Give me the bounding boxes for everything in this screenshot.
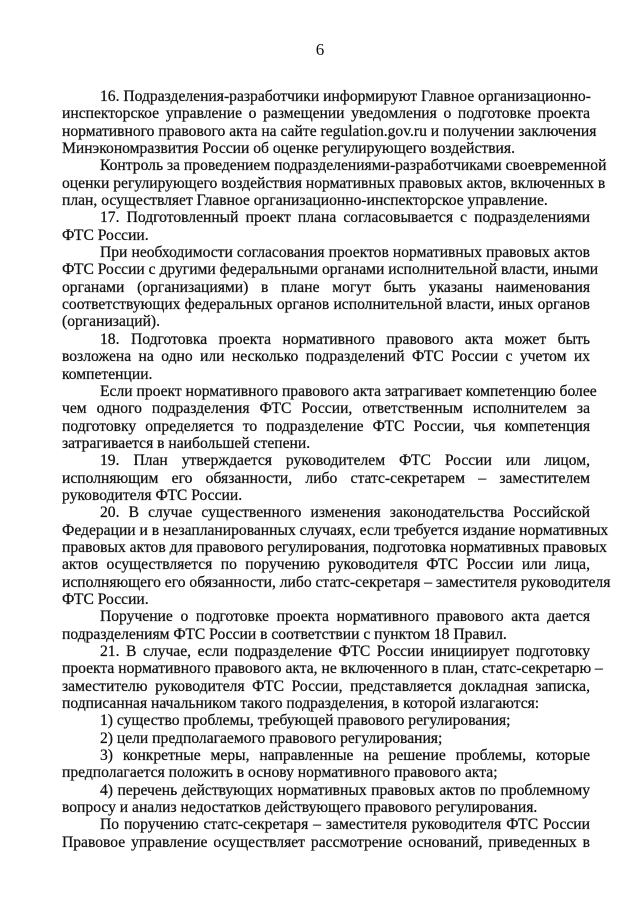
paragraph <box>62 747 590 782</box>
text-line: вопросу и анализ недостатков действующего правового регулирования. <box>62 799 538 817</box>
text-line: органами (организациями) в плане могут быть указаны наименования <box>62 278 590 296</box>
text-line: затрагивается в наибольшей степени. <box>62 434 311 452</box>
text-line: оценки регулирующего воздействия нормативных правовых актов, включенных в <box>62 174 606 192</box>
text-line: план, осуществляет Главное организационно-инспекторское управление. <box>62 192 548 210</box>
text-line: исполняющим его обязанности, либо статс-секретарем – заместителем <box>62 469 590 487</box>
paragraph <box>62 782 590 817</box>
text-line: 19. План утверждается руководителем ФТС России или лицом, <box>100 452 590 470</box>
paragraph <box>62 331 590 383</box>
text-line: 1) существо проблемы, требующей правового регулирования; <box>100 712 511 730</box>
text-line: При необходимости согласования проектов нормативных правовых актов <box>100 244 590 262</box>
text-line: По поручению статс-секретаря – заместителя руководителя ФТС России <box>100 816 590 834</box>
paragraph <box>62 730 590 747</box>
text-line: ФТС России с другими федеральными органами исполнительной власти, иными <box>62 261 599 279</box>
page-number: 6 <box>315 40 325 59</box>
text-line: предполагается положить в основу нормативного правового акта; <box>62 764 498 782</box>
text-line: 4) перечень действующих нормативных правовых актов по проблемному <box>100 781 590 799</box>
text-line: исполняющего его обязанности, либо статс-секретаря – заместителя руководителя <box>62 573 611 591</box>
text-line: Контроль за проведением подразделениями-разработчиками своевременной <box>100 157 607 175</box>
text-line: подписанная начальником такого подразделения, в которой излагаются: <box>62 695 540 713</box>
text-line: 3) конкретные меры, направленные на решение проблемы, которые <box>100 747 590 765</box>
text-line: 2) цели предполагаемого правового регулирования; <box>100 729 443 747</box>
text-line: актов осуществляется по поручению руководителя ФТС России или лица, <box>62 556 590 574</box>
text-line: Поручение о подготовке проекта нормативного правового акта дается <box>100 608 590 626</box>
text-line: 16. Подразделения-разработчики информируют Главное организационно- <box>100 88 591 105</box>
paragraph <box>62 504 611 608</box>
paragraph <box>62 209 590 244</box>
paragraph <box>62 643 603 713</box>
text-line: ФТС России. <box>62 226 149 244</box>
paragraph <box>62 382 597 452</box>
text-line: ФТС России. <box>62 590 149 608</box>
text-line: Минэкономразвития России об оценке регулирующего воздействия. <box>62 140 515 158</box>
text-line: нормативного правового акта на сайте regulation.gov.ru и получении заключения <box>62 122 597 140</box>
text-line: компетенции. <box>62 365 153 383</box>
text-line: возложена на одно или несколько подразделений ФТС России с учетом их <box>62 348 590 366</box>
paragraph <box>62 244 599 331</box>
text-line: подразделениям ФТС России в соответствии с пунктом 18 Правил. <box>62 625 507 643</box>
paragraph <box>62 608 590 643</box>
text-line: чем одного подразделения ФТС России, ответственным исполнителем за <box>62 400 590 418</box>
text-line: подготовку определяется то подразделение ФТС России, чья компетенция <box>62 417 590 435</box>
paragraph <box>62 712 590 729</box>
document-body <box>62 88 611 851</box>
paragraph <box>62 452 590 504</box>
paragraph <box>62 816 590 851</box>
text-line: Правовое управление осуществляет рассмотрение оснований, приведенных в <box>62 833 590 851</box>
text-line: заместителю руководителя ФТС России, представляется докладная записка, <box>62 677 590 695</box>
text-line: 17. Подготовленный проект плана согласовывается с подразделениями <box>100 209 590 227</box>
paragraph <box>62 88 597 158</box>
text-line: 20. В случае существенного изменения законодательства Российской <box>100 504 590 522</box>
text-line: правовых актов для правового регулирования, подготовка нормативных правовых <box>62 538 607 556</box>
text-line: 21. В случае, если подразделение ФТС России инициирует подготовку <box>100 643 590 660</box>
text-line: инспекторское управление о размещении уведомления о подготовке проекта <box>62 105 590 123</box>
text-line: соответствующих федеральных органов исполнительной власти, иных органов <box>62 296 590 314</box>
text-line: (организаций). <box>62 313 161 331</box>
text-line: руководителя ФТС России. <box>62 486 243 504</box>
text-line: проекта нормативного правового акта, не включенного в план, статс-секретарю – <box>62 660 603 678</box>
text-line: 18. Подготовка проекта нормативного правового акта может быть <box>100 330 590 348</box>
text-line: Если проект нормативного правового акта затрагивает компетенцию более <box>100 382 597 400</box>
text-line: Федерации и в незапланированных случаях, если требуется издание нормативных <box>62 521 609 539</box>
paragraph <box>62 157 607 210</box>
